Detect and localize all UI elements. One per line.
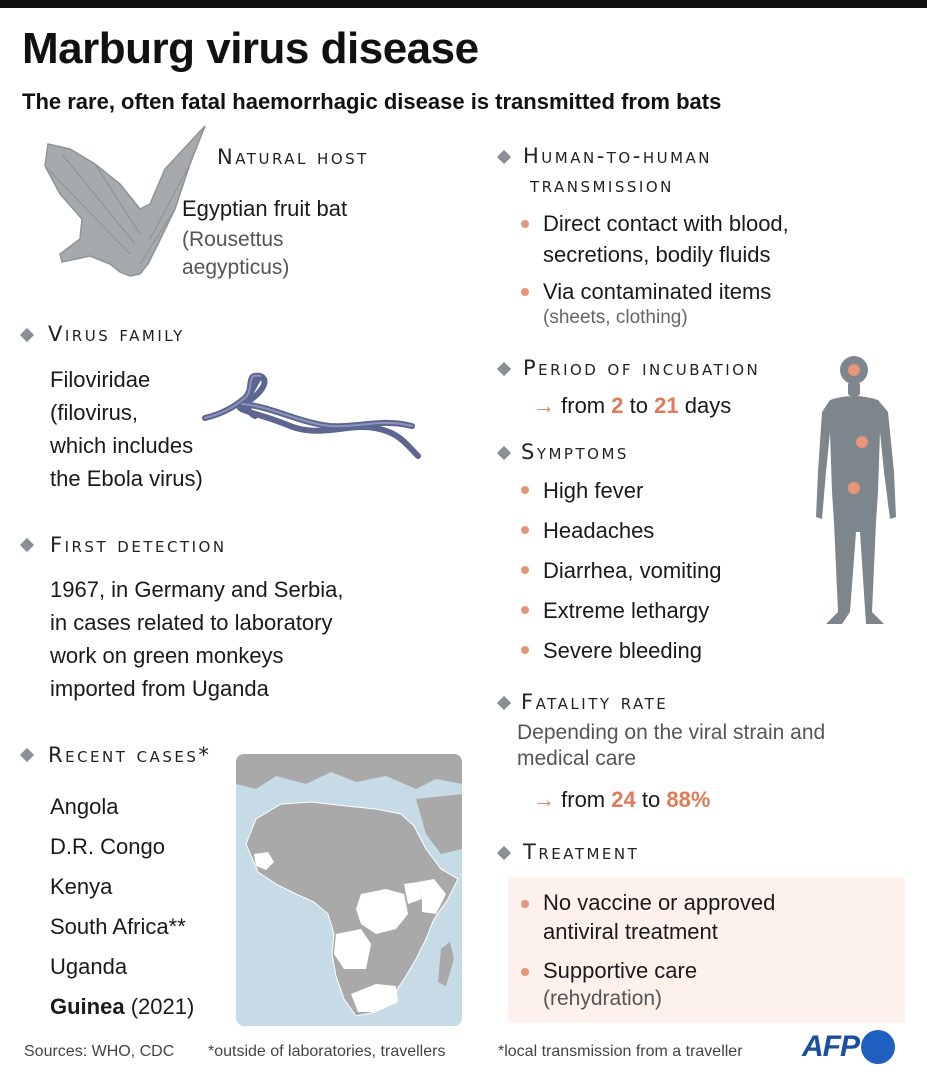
incubation-heading: Period of incubation [523,356,761,380]
treatment-bullet-1 [521,888,775,946]
transmission-bullet-2-line1: Via contaminated items [543,279,772,304]
fatality-note-1: Depending on the viral strain and [517,721,826,744]
diamond-icon [20,328,34,342]
diamond-icon [497,362,511,376]
incubation-min: 2 [611,393,624,418]
symptom-item: Severe bleeding [521,634,722,674]
recent-cases-heading: Recent cases* [48,743,212,767]
country-item: D.R. Congo [50,834,165,859]
page-title: Marburg virus disease [22,24,479,73]
footer-note-1: *outside of laboratories, travellers [208,1043,446,1060]
filovirus-icon [200,368,425,463]
virus-family-text [50,363,203,495]
guinea-label: Guinea [50,994,125,1019]
fatality-max: 88% [666,787,711,812]
first-detection-line: work on green monkeys [50,643,284,668]
fatality-to: to [641,787,661,812]
transmission-bullet-1-line2: secretions, bodily fluids [543,242,771,267]
treatment-heading: Treatment [523,840,640,864]
virus-family-line: (filovirus, [50,400,139,425]
bullet-icon [521,566,529,574]
chest-hotspot [856,436,868,448]
treatment-bullet-1-line2: antiviral treatment [543,919,718,944]
fatality-min: 24 [611,787,636,812]
footer-note-2: *local transmission from a traveller [498,1043,743,1060]
fatality-value [533,783,710,816]
treatment-bullet-1-line1: No vaccine or approved [543,890,776,915]
page-subtitle: The rare, often fatal haemorrhagic disease is transmitted from bats [22,89,722,114]
bullet-icon [521,968,529,976]
footer-sources: Sources: WHO, CDC [24,1043,175,1060]
afp-logo-text: AFP [802,1030,859,1063]
treatment-bullet-2-line1: Supportive care [543,958,698,983]
virus-family-heading: Virus family [48,322,185,346]
incubation-prefix: from [561,393,606,418]
afp-logo [802,1030,895,1064]
head-hotspot [848,364,860,376]
top-rule [0,0,927,8]
transmission-bullet-2-line2: (sheets, clothing) [543,307,688,328]
symptom-item: Diarrhea, vomiting [521,554,722,594]
transmission-bullet-2 [521,276,771,329]
bullet-icon [521,900,529,908]
diamond-icon [497,846,511,860]
natural-host-latin-1: (Rousettus [182,228,284,251]
fatality-heading: Fatality rate [521,690,669,714]
fatality-prefix: from [561,787,606,812]
incubation-unit: days [684,393,732,418]
country-item: South Africa** [50,914,186,939]
symptom-item: Headaches [521,514,722,554]
human-body-icon [812,352,902,630]
diamond-icon [497,446,511,460]
fatality-note-2: medical care [517,747,637,770]
symptoms-list [521,474,722,674]
bullet-icon [521,526,529,534]
virus-family-line: the Ebola virus) [50,466,203,491]
arrow-right-icon: → [533,393,555,418]
natural-host-latin-2: aegypticus) [182,256,290,279]
incubation-value [533,389,731,422]
guinea-year: (2021) [130,994,195,1019]
transmission-heading-1: Human-to-human [523,144,713,168]
bullet-icon [521,646,529,654]
abdomen-hotspot [848,482,860,494]
country-item: Angola [50,794,119,819]
diamond-icon [497,696,511,710]
bullet-icon [521,606,529,614]
first-detection-text [50,573,344,705]
first-detection-line: 1967, in Germany and Serbia, [50,577,344,602]
incubation-to: to [629,393,648,418]
incubation-max: 21 [654,393,679,418]
diamond-icon [20,538,34,552]
symptom-item: Extreme lethargy [521,594,722,634]
afp-logo-circle-icon [861,1030,895,1064]
first-detection-heading: First detection [50,533,227,557]
country-item: Uganda [50,954,128,979]
country-item-guinea [50,987,194,1027]
diamond-icon [497,150,511,164]
first-detection-line: imported from Uganda [50,676,269,701]
treatment-bullet-2 [521,956,697,1012]
transmission-heading-2: transmission [530,173,674,197]
virus-family-line: Filoviridae [50,367,151,392]
virus-family-line: which includes [50,433,194,458]
diamond-icon [20,748,34,762]
africa-map-svg [236,754,462,1026]
treatment-bullet-2-line2: (rehydration) [543,987,663,1010]
first-detection-line: in cases related to laboratory [50,610,333,635]
recent-cases-list [50,787,194,1027]
arrow-right-icon: → [533,787,555,812]
symptom-item: High fever [521,474,722,514]
natural-host-name: Egyptian fruit bat [182,196,348,221]
symptoms-heading: Symptoms [521,440,629,464]
africa-map [236,754,462,1026]
bullet-icon [521,220,529,228]
transmission-bullet-1 [521,208,789,270]
country-item: Kenya [50,874,113,899]
bullet-icon [521,288,529,296]
transmission-bullet-1-line1: Direct contact with blood, [543,211,789,236]
bullet-icon [521,486,529,494]
natural-host-heading: Natural host [217,145,369,169]
